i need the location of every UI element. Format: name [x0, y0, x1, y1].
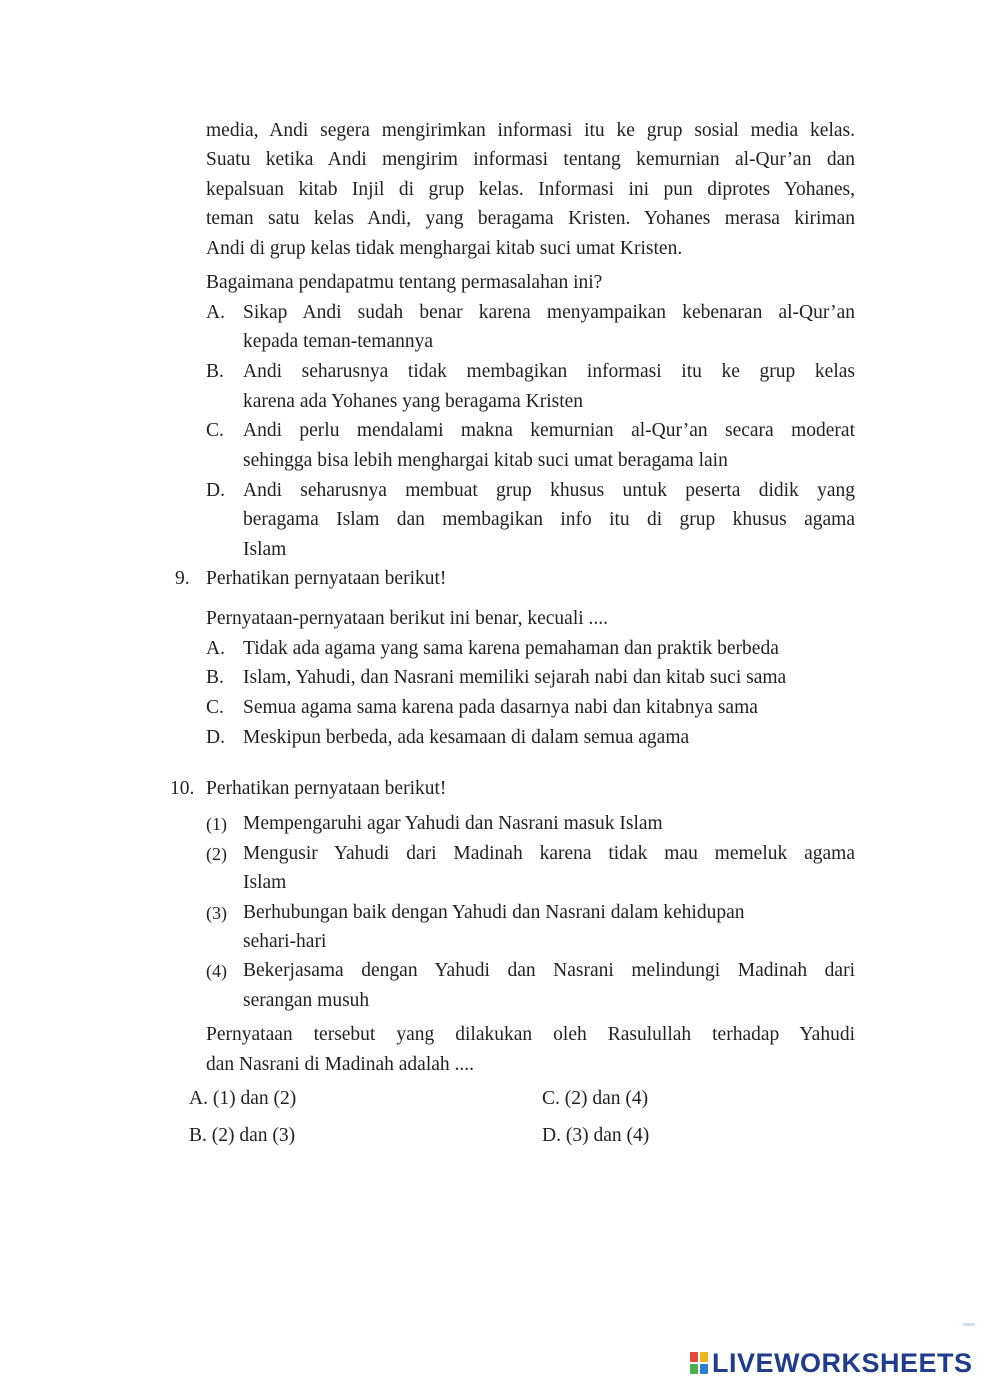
liveworksheets-brand [690, 1348, 973, 1378]
question-10-prompt-line: dan Nasrani di Madinah adalah .... [206, 1054, 475, 1075]
option-text[interactable]: Andi seharusnya tidak membagikan informasi itu ke grup kelas [243, 361, 855, 382]
logo-square [690, 1364, 698, 1374]
statement-text: Mempengaruhi agar Yahudi dan Nasrani masuk Islam [243, 813, 663, 834]
question-8-prompt: Bagaimana pendapatmu tentang permasalahan ini? [206, 272, 603, 293]
question-10-number: 10. [170, 778, 195, 799]
liveworksheets-logo-icon [690, 1352, 708, 1374]
option-text[interactable]: Andi seharusnya membuat grup khusus untuk peserta didik yang [243, 480, 855, 501]
answer-option-d[interactable]: D. (3) dan (4) [542, 1125, 650, 1146]
option-text[interactable]: Semua agama sama karena pada dasarnya nabi dan kitabnya sama [243, 697, 758, 718]
statement-number: (3) [206, 903, 227, 923]
option-text[interactable]: Islam, Yahudi, dan Nasrani memiliki sejarah nabi dan kitab suci sama [243, 667, 787, 688]
option-text[interactable]: Andi perlu mendalami makna kemurnian al-Qur’an secara moderat [243, 420, 855, 441]
logo-square [700, 1364, 708, 1374]
option-letter: A. [206, 302, 225, 323]
statement-text: sehari-hari [243, 931, 327, 952]
intro-line: kepalsuan kitab Injil di grup kelas. Informasi ini pun diprotes Yohanes, [206, 179, 855, 200]
option-letter: C. [206, 420, 224, 441]
statement-text: Mengusir Yahudi dari Madinah karena tidak mau memeluk agama [243, 843, 855, 864]
logo-square [700, 1352, 708, 1362]
option-text[interactable]: kepada teman-temannya [243, 331, 434, 352]
question-9-number: 9. [175, 568, 190, 589]
intro-line: teman satu kelas Andi, yang beragama Kristen. Yohanes merasa kiriman [206, 208, 855, 229]
brand-name: LIVEWORKSHEETS [712, 1347, 973, 1378]
statement-number: (2) [206, 844, 227, 864]
statement-number: (4) [206, 961, 227, 981]
statement-text: Berhubungan baik dengan Yahudi dan Nasrani dalam kehidupan [243, 902, 745, 923]
statement-number: (1) [206, 814, 227, 834]
option-text[interactable]: beragama Islam dan membagikan info itu di grup khusus agama [243, 509, 855, 530]
option-text[interactable]: sehingga bisa lebih menghargai kitab suci umat beragama lain [243, 450, 728, 471]
brand-decoration [963, 1323, 975, 1326]
option-text[interactable]: Islam [243, 539, 287, 560]
intro-line: media, Andi segera mengirimkan informasi itu ke grup sosial media kelas. [206, 120, 855, 141]
option-letter: B. [206, 667, 224, 688]
answer-option-b[interactable]: B. (2) dan (3) [189, 1125, 296, 1146]
question-10-title: Perhatikan pernyataan berikut! [206, 778, 447, 799]
statement-text: Bekerjasama dengan Yahudi dan Nasrani melindungi Madinah dari [243, 960, 855, 981]
question-9-prompt: Pernyataan-pernyataan berikut ini benar, kecuali .... [206, 608, 609, 629]
intro-line: Andi di grup kelas tidak menghargai kitab suci umat Kristen. [206, 238, 683, 259]
answer-option-a[interactable]: A. (1) dan (2) [189, 1088, 297, 1109]
option-letter: D. [206, 727, 225, 748]
question-10-prompt-line: Pernyataan tersebut yang dilakukan oleh Rasulullah terhadap Yahudi [206, 1024, 855, 1045]
option-text[interactable]: Sikap Andi sudah benar karena menyampaikan kebenaran al-Qur’an [243, 302, 855, 323]
question-9-title: Perhatikan pernyataan berikut! [206, 568, 447, 589]
statement-text: Islam [243, 872, 287, 893]
option-letter: A. [206, 638, 225, 659]
answer-option-c[interactable]: C. (2) dan (4) [542, 1088, 649, 1109]
intro-line: Suatu ketika Andi mengirim informasi tentang kemurnian al-Qur’an dan [206, 149, 855, 170]
option-letter: D. [206, 480, 225, 501]
option-text[interactable]: karena ada Yohanes yang beragama Kristen [243, 391, 584, 412]
statement-text: serangan musuh [243, 990, 370, 1011]
option-letter: C. [206, 697, 224, 718]
option-letter: B. [206, 361, 224, 382]
option-text[interactable]: Meskipun berbeda, ada kesamaan di dalam semua agama [243, 727, 690, 748]
logo-square [690, 1352, 698, 1362]
option-text[interactable]: Tidak ada agama yang sama karena pemahaman dan praktik berbeda [243, 638, 779, 659]
